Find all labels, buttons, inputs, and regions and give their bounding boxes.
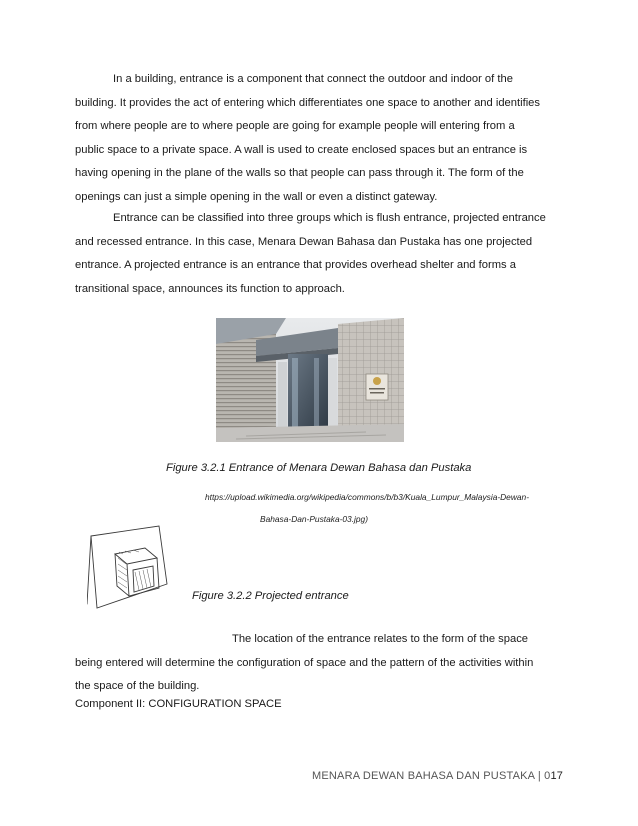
paragraph-entrance-location <box>75 628 565 713</box>
text-line: and recessed entrance. In this case, Menara Dewan Bahasa dan Pustaka has one projected <box>75 235 533 248</box>
text-line: transitional space, announces its function to approach. <box>75 282 345 295</box>
page-number: 17 <box>550 770 564 782</box>
text-line: Entrance can be classified into three groups which is flush entrance, projected entrance <box>113 212 546 224</box>
page-footer <box>312 770 563 782</box>
footer-title: MENARA DEWAN BAHASA DAN PUSTAKA | 0 <box>312 770 551 782</box>
text-line: building. It provides the act of entering which differentiates one space to another and identifies <box>75 96 540 109</box>
figure-3-2-2-caption: Figure 3.2.2 Projected entrance <box>192 590 349 602</box>
entrance-photo <box>216 318 404 442</box>
paragraph-entrance-intro <box>75 68 565 209</box>
paragraph-entrance-types <box>75 207 565 301</box>
text-line: having opening in the plane of the walls so that people can pass through it. The form of the <box>75 167 524 179</box>
projected-entrance-sketch <box>87 524 172 611</box>
text-line: The location of the entrance relates to the form of the space <box>232 633 529 645</box>
section-heading-configuration-space: Component II: CONFIGURATION SPACE <box>75 697 282 710</box>
figure-3-2-1-source-line2: Bahasa-Dan-Pustaka-03.jpg) <box>260 514 369 524</box>
text-line: entrance. A projected entrance is an entrance that provides overhead shelter and forms a <box>75 259 516 271</box>
text-line: being entered will determine the configuration of space and the pattern of the activities within <box>75 656 534 669</box>
figure-3-2-1-source-line1: https://upload.wikimedia.org/wikipedia/commons/b/b3/Kuala_Lumpur_Malaysia-Dewan- <box>205 492 529 502</box>
text-line: openings can just a simple opening in the wall or even a distinct gateway. <box>75 190 438 203</box>
text-line: the space of the building. <box>75 680 200 692</box>
figure-3-2-1-caption: Figure 3.2.1 Entrance of Menara Dewan Bahasa dan Pustaka <box>166 462 472 474</box>
text-line: In a building, entrance is a component that connect the outdoor and indoor of the <box>113 73 513 85</box>
text-line: public space to a private space. A wall is used to create enclosed spaces but an entrance is <box>75 143 528 156</box>
text-line: from where people are to where people are going for example people will entering from a <box>75 120 515 132</box>
